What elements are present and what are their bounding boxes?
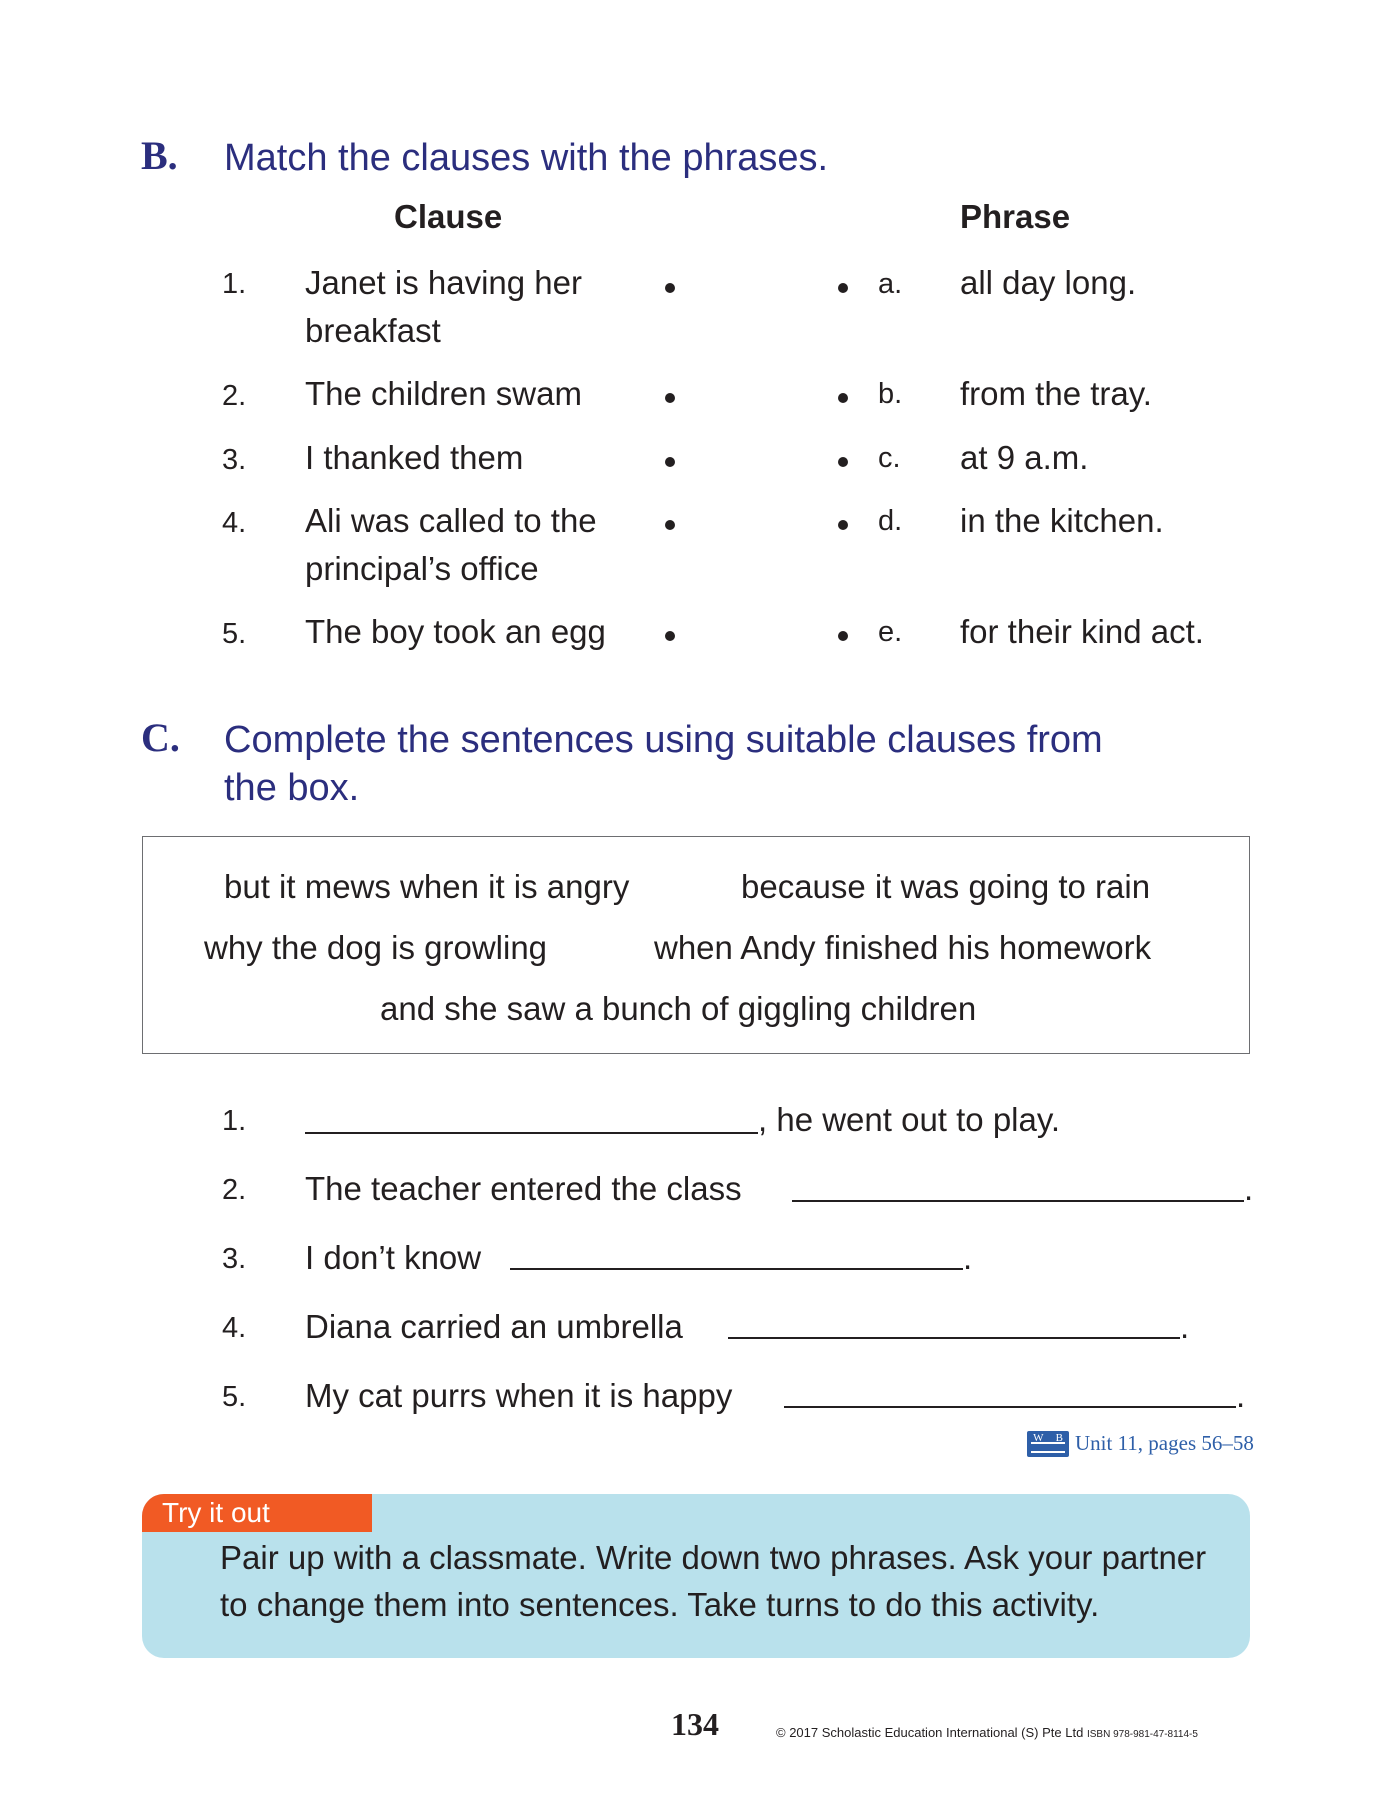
answer-blank[interactable] xyxy=(784,1406,1236,1408)
try-it-out-label: Try it out xyxy=(142,1494,372,1532)
page-number: 134 xyxy=(671,1706,719,1742)
copyright-notice xyxy=(776,1725,1198,1740)
box-clause: why the dog is growling xyxy=(204,929,548,966)
sentence-after: . xyxy=(1236,1377,1246,1414)
section-b-letter: B. xyxy=(141,133,178,178)
isbn-text: ISBN 978-981-47-8114-5 xyxy=(1086,1729,1198,1740)
section-c-title-line: Complete the sentences using suitable clauses from xyxy=(224,719,1103,761)
answer-blank[interactable] xyxy=(305,1132,758,1134)
answer-blank[interactable] xyxy=(792,1200,1244,1202)
phrase-column-header: Phrase xyxy=(960,198,1071,235)
sentence-after: , he went out to play. xyxy=(758,1101,1061,1138)
clause-match-dot[interactable] xyxy=(665,393,675,403)
clause-number: 5. xyxy=(222,618,247,650)
phrase-text: from the tray. xyxy=(960,375,1152,412)
clause-column-header: Clause xyxy=(394,198,503,235)
workbook-icon-letter: B xyxy=(1055,1432,1063,1444)
clause-line: Janet is having her xyxy=(305,264,583,301)
sentence-before: The teacher entered the class xyxy=(305,1170,742,1207)
clause-match-dot[interactable] xyxy=(665,520,675,530)
phrase-letter: c. xyxy=(878,442,901,474)
section-c-title xyxy=(224,716,1103,812)
sentence-after: . xyxy=(1180,1308,1190,1345)
sentence-after: . xyxy=(1244,1170,1254,1207)
phrase-letter: a. xyxy=(878,268,903,300)
box-clause: when Andy finished his homework xyxy=(654,929,1152,966)
clause-text: The boy took an egg xyxy=(305,613,606,650)
box-clause: but it mews when it is angry xyxy=(224,868,630,905)
section-b-title: Match the clauses with the phrases. xyxy=(224,137,829,179)
phrase-match-dot[interactable] xyxy=(838,393,848,403)
phrase-letter: b. xyxy=(878,378,903,410)
clause-number: 2. xyxy=(222,380,247,412)
clause-text xyxy=(305,259,582,355)
clause-line: breakfast xyxy=(305,312,441,349)
phrase-text: at 9 a.m. xyxy=(960,439,1089,476)
sentence-number: 1. xyxy=(222,1105,247,1137)
clause-match-dot[interactable] xyxy=(665,631,675,641)
try-it-out-line: Pair up with a classmate. Write down two phrases. Ask your partner xyxy=(220,1539,1207,1576)
phrase-letter: d. xyxy=(878,505,903,537)
section-c-title-line: the box. xyxy=(224,767,360,809)
phrase-text: in the kitchen. xyxy=(960,502,1164,539)
try-it-out-line: to change them into sentences. Take turns to do this activity. xyxy=(220,1586,1100,1623)
sentence-number: 2. xyxy=(222,1174,247,1206)
workbook-reference: Unit 11, pages 56–58 xyxy=(1075,1431,1254,1455)
clause-number: 3. xyxy=(222,444,247,476)
phrase-match-dot[interactable] xyxy=(838,631,848,641)
section-c-letter: C. xyxy=(141,715,180,760)
sentence-before: Diana carried an umbrella xyxy=(305,1308,683,1345)
clause-line: Ali was called to the xyxy=(305,502,597,539)
sentence-before: My cat purrs when it is happy xyxy=(305,1377,733,1414)
phrase-text: all day long. xyxy=(960,264,1137,301)
clause-match-dot[interactable] xyxy=(665,457,675,467)
clause-text: The children swam xyxy=(305,375,582,412)
phrase-text: for their kind act. xyxy=(960,613,1204,650)
box-clause: and she saw a bunch of giggling children xyxy=(380,990,977,1027)
answer-blank[interactable] xyxy=(510,1268,963,1270)
clause-line: principal’s office xyxy=(305,550,539,587)
sentence-after: . xyxy=(963,1239,973,1276)
phrase-letter: e. xyxy=(878,616,903,648)
box-clause: because it was going to rain xyxy=(741,868,1151,905)
phrase-match-dot[interactable] xyxy=(838,457,848,467)
sentence-number: 4. xyxy=(222,1312,247,1344)
try-it-out-text xyxy=(220,1534,1206,1628)
clause-match-dot[interactable] xyxy=(665,283,675,293)
phrase-match-dot[interactable] xyxy=(838,283,848,293)
clause-text xyxy=(305,497,597,593)
sentence-number: 5. xyxy=(222,1381,247,1413)
phrase-match-dot[interactable] xyxy=(838,520,848,530)
workbook-icon-letter: W xyxy=(1033,1432,1044,1444)
copyright-text: © 2017 Scholastic Education International (S) Pte Ltd xyxy=(776,1725,1084,1740)
workbook-icon xyxy=(1027,1431,1069,1457)
clause-text: I thanked them xyxy=(305,439,524,476)
answer-blank[interactable] xyxy=(728,1337,1180,1339)
sentence-before: I don’t know xyxy=(305,1239,482,1276)
clause-number: 1. xyxy=(222,268,247,300)
clause-number: 4. xyxy=(222,507,247,539)
sentence-number: 3. xyxy=(222,1243,247,1275)
